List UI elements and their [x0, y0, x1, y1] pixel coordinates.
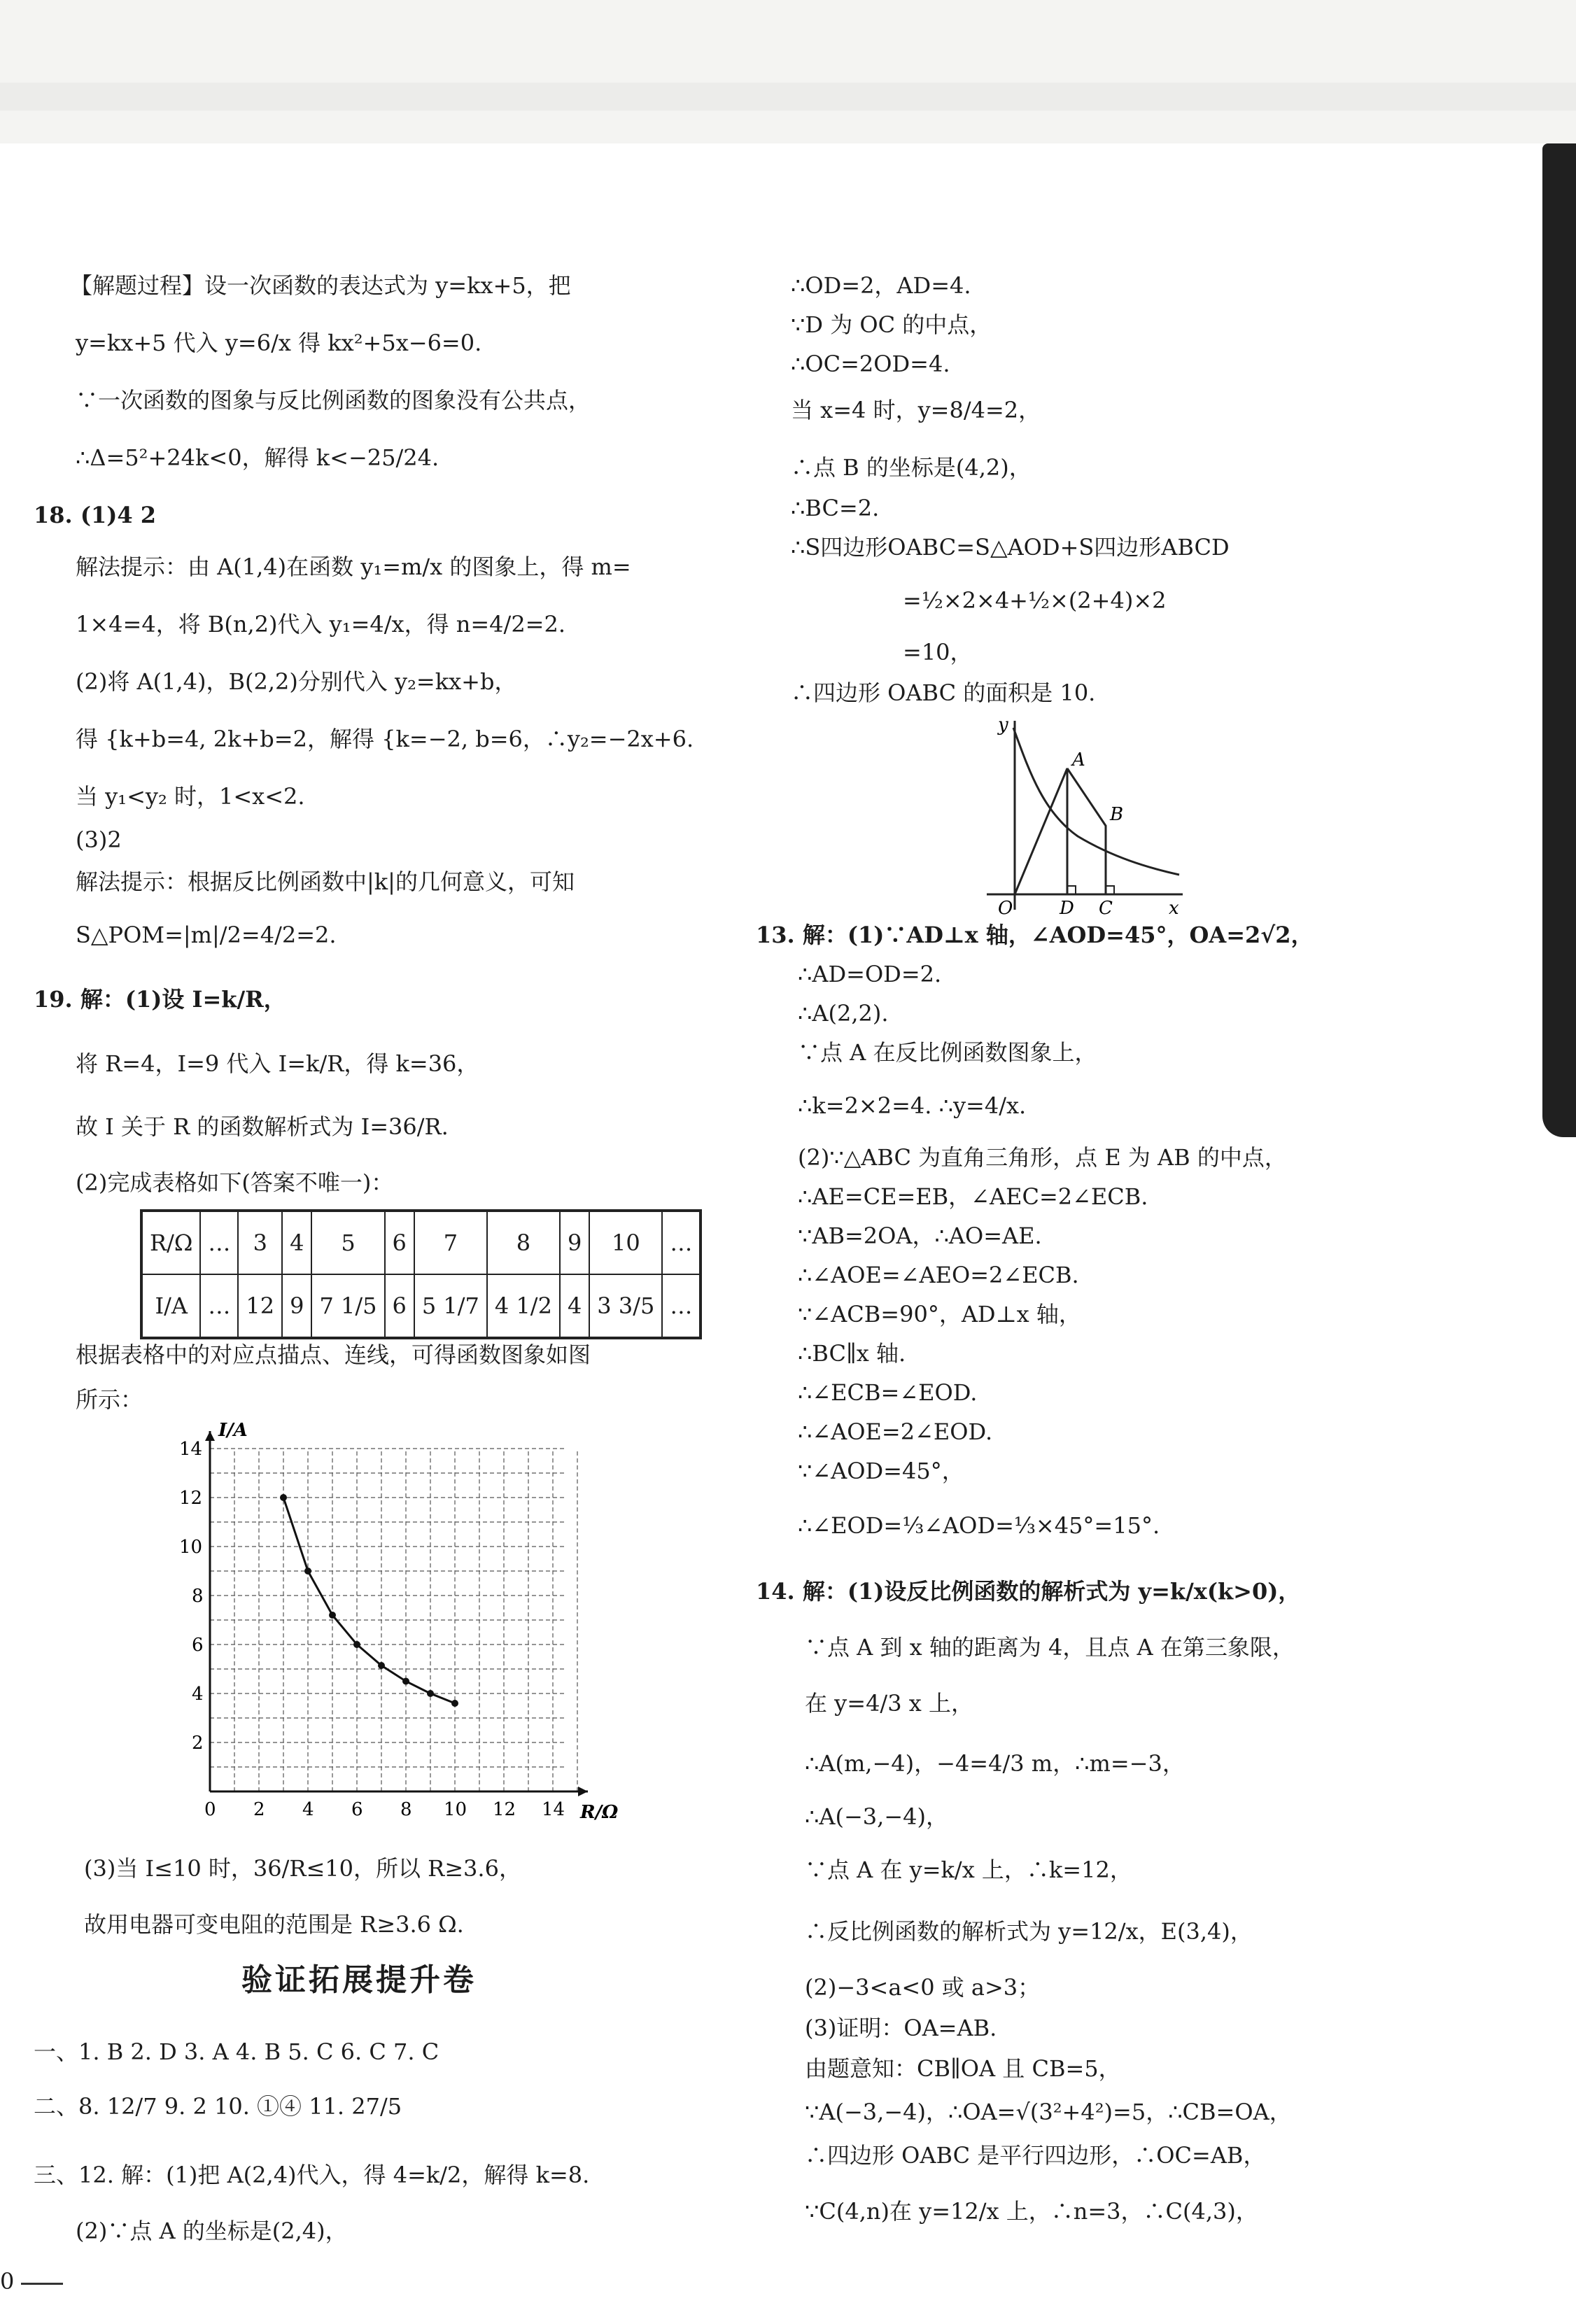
text-line: ∴AE=CE=EB，∠AEC=2∠ECB. [798, 1183, 1148, 1210]
text-line: 当 x=4 时，y=8/4=2， [791, 397, 1041, 423]
text-line: ∵AB=2OA，∴AO=AE. [798, 1223, 1042, 1249]
y-tick-label: 14 [179, 1439, 203, 1460]
answers-part-1: 一、1. B 2. D 3. A 4. B 5. C 6. C 7. C [34, 2038, 439, 2065]
table-cell: … [662, 1274, 701, 1338]
right-angle-c [1106, 886, 1114, 894]
data-point [402, 1678, 409, 1685]
table-cell: 6 [385, 1274, 414, 1338]
label-d: D [1060, 898, 1074, 919]
text-line: =10， [903, 639, 973, 665]
table-cell: 4 1/2 [487, 1274, 560, 1338]
text-line: 当 y₁<y₂ 时，1<x<2. [76, 783, 305, 810]
question-13: 13. 解：(1)∵AD⊥x 轴，∠AOD=45°，OA=2√2， [756, 922, 1314, 948]
page-number-rule [21, 2283, 63, 2285]
table-cell: 5 1/7 [414, 1274, 487, 1338]
y-tick-label: 12 [179, 1488, 203, 1509]
answers-part-3: 三、12. 解：(1)把 A(2,4)代入，得 4=k/2，解得 k=8. [34, 2162, 590, 2188]
text-line: ∴OD=2，AD=4. [791, 272, 971, 299]
text-line: 故 I 关于 R 的函数解析式为 I=36/R. [76, 1113, 449, 1140]
label-b: B [1110, 804, 1124, 825]
table-cell: … [662, 1211, 701, 1274]
section-title: 验证拓展提升卷 [241, 1962, 477, 1998]
table-header-cell: R/Ω [141, 1211, 200, 1274]
text-line: ∵点 A 在反比例函数图象上， [798, 1039, 1097, 1066]
text-line: (2)完成表格如下(答案不唯一)： [76, 1169, 394, 1196]
y-tick-label: 10 [179, 1537, 203, 1558]
text-line: ∴Δ=5²+24k<0，解得 k<−25/24. [76, 444, 439, 471]
table-row [141, 1274, 701, 1338]
text-line: 由题意知：CB∥OA 且 CB=5， [805, 2055, 1121, 2082]
page-number: 0 [0, 2268, 15, 2295]
text-line: (2)∵△ABC 为直角三角形，点 E 为 AB 的中点， [798, 1144, 1287, 1171]
y-tick-label: 6 [192, 1635, 204, 1656]
text-line: ∵点 A 到 x 轴的距离为 4，且点 A 在第三象限， [805, 1634, 1295, 1661]
text-line: 得 {k+b=4, 2k+b=2，解得 {k=−2, b=6，∴y₂=−2x+6. [76, 726, 694, 752]
x-tick-label: 14 [542, 1799, 565, 1820]
resistance-current-table [140, 1209, 702, 1339]
text-line: y=kx+5 代入 y=6/x 得 kx²+5x−6=0. [76, 330, 482, 356]
x-tick-label: 4 [302, 1799, 314, 1820]
x-tick-label: 6 [351, 1799, 363, 1820]
text-line: ∴AD=OD=2. [798, 961, 942, 987]
text-line: ∴BC∥x 轴. [798, 1340, 906, 1367]
data-curve [283, 1498, 455, 1703]
text-line: 解法提示：由 A(1,4)在函数 y₁=m/x 的图象上，得 m= [76, 554, 631, 580]
text-line: (2)∵点 A 的坐标是(2,4)， [76, 2218, 348, 2244]
top-scan-shadow [0, 83, 1576, 111]
x-tick-label: 2 [253, 1799, 265, 1820]
text-line: ∵D 为 OC 的中点， [791, 311, 992, 338]
text-line: ∴S四边形OABC=S△AOD+S四边形ABCD [791, 534, 1230, 561]
x-tick-label: 12 [493, 1799, 516, 1820]
data-point [304, 1568, 311, 1575]
x-tick-label: 8 [400, 1799, 412, 1820]
table-cell: 3 [238, 1211, 282, 1274]
text-line: 1×4=4，将 B(n,2)代入 y₁=4/x，得 n=4/2=2. [76, 611, 566, 638]
text-line: ∴∠EOD=⅓∠AOD=⅓×45°=15°. [798, 1512, 1160, 1539]
text-line: 所示： [76, 1386, 143, 1413]
x-tick-label: 0 [204, 1799, 216, 1820]
text-line: 【解题过程】设一次函数的表达式为 y=kx+5，把 [70, 272, 571, 299]
question-18: 18. (1)4 2 [34, 502, 157, 528]
text-line: ∵C(4,n)在 y=12/x 上，∴n=3，∴C(4,3)， [805, 2198, 1258, 2225]
text-line: ∴∠ECB=∠EOD. [798, 1379, 978, 1406]
y-axis-label: I/A [218, 1420, 248, 1441]
y-tick-label: 2 [192, 1733, 204, 1754]
current-resistance-graph [161, 1414, 619, 1833]
data-point [353, 1641, 360, 1648]
table-cell: … [200, 1211, 238, 1274]
text-line: ∴∠AOE=2∠EOD. [798, 1418, 993, 1445]
table-cell: 12 [238, 1274, 282, 1338]
text-line: ∵点 A 在 y=k/x 上，∴k=12， [805, 1857, 1132, 1883]
table-cell: 4 [560, 1274, 589, 1338]
text-line: (2)将 A(1,4)，B(2,2)分别代入 y₂=kx+b， [76, 668, 517, 695]
text-line: 在 y=4/3 x 上， [805, 1690, 973, 1717]
text-line: (2)−3<a<0 或 a>3； [805, 1974, 1041, 2001]
data-point [280, 1494, 287, 1501]
table-cell: 3 3/5 [589, 1274, 662, 1338]
table-cell: 6 [385, 1211, 414, 1274]
table-header-cell: I/A [141, 1274, 200, 1338]
text-line: =½×2×4+½×(2+4)×2 [903, 587, 1167, 614]
data-point [451, 1700, 458, 1707]
table-cell: 5 [311, 1211, 384, 1274]
binding-edge [1542, 143, 1576, 1137]
table-cell: … [200, 1274, 238, 1338]
text-line: ∴A(m,−4)，−4=4/3 m，∴m=−3， [805, 1750, 1185, 1777]
text-line: (3)当 I≤10 时，36/R≤10，所以 R≥3.6， [84, 1855, 521, 1882]
table-cell: 9 [560, 1211, 589, 1274]
text-line: ∴BC=2. [791, 495, 880, 521]
text-line: ∴反比例函数的解析式为 y=12/x，E(3,4)， [805, 1918, 1253, 1945]
text-line: 将 R=4，I=9 代入 I=k/R，得 k=36， [76, 1050, 479, 1077]
table-cell: 4 [282, 1211, 311, 1274]
y-tick-label: 4 [192, 1684, 204, 1705]
table-cell: 9 [282, 1274, 311, 1338]
text-line: ∴OC=2OD=4. [791, 351, 950, 377]
right-angle-d [1067, 886, 1076, 894]
label-a: A [1072, 749, 1085, 770]
text-line: ∴k=2×2=4. ∴y=4/x. [798, 1092, 1027, 1119]
data-point [378, 1662, 385, 1669]
hyperbola-curve [1013, 728, 1179, 875]
text-line: (3)2 [76, 826, 122, 853]
top-scan-band [0, 0, 1576, 143]
quad-abcd [1067, 768, 1106, 894]
text-line: 解法提示：根据反比例函数中|k|的几何意义，可知 [76, 868, 575, 895]
x-axis-arrow [578, 1787, 588, 1796]
data-point [329, 1612, 336, 1619]
label-c: C [1099, 898, 1113, 919]
table-cell: 7 [414, 1211, 487, 1274]
text-line: (3)证明：OA=AB. [805, 2015, 997, 2041]
x-tick-label: 10 [444, 1799, 467, 1820]
answers-part-2: 二、8. 12/7 9. 2 10. ①④ 11. 27/5 [34, 2093, 402, 2120]
text-line: 根据表格中的对应点描点、连线，可得函数图象如图 [76, 1341, 591, 1368]
label-o: O [998, 898, 1013, 919]
question-14: 14. 解：(1)设反比例函数的解析式为 y=k/x(k>0)， [756, 1578, 1301, 1605]
table-row [141, 1211, 701, 1274]
text-line: ∵A(−3,−4)，∴OA=√(3²+4²)=5，∴CB=OA， [805, 2099, 1292, 2125]
text-line: ∴点 B 的坐标是(4,2)， [791, 454, 1032, 481]
table-cell: 10 [589, 1211, 662, 1274]
text-line: S△POM=|m|/2=4/2=2. [76, 922, 337, 948]
label-x: x [1169, 898, 1179, 919]
x-axis-label: R/Ω [580, 1802, 619, 1823]
text-line: ∴四边形 OABC 是平行四边形，∴OC=AB， [805, 2142, 1266, 2169]
data-point [427, 1690, 434, 1697]
table-cell: 7 1/5 [311, 1274, 384, 1338]
table-cell: 8 [487, 1211, 560, 1274]
y-axis-arrow [205, 1431, 215, 1441]
text-line: 故用电器可变电阻的范围是 R≥3.6 Ω. [84, 1911, 464, 1938]
text-line: ∵一次函数的图象与反比例函数的图象没有公共点， [76, 387, 591, 414]
text-line: ∴∠AOE=∠AEO=2∠ECB. [798, 1262, 1079, 1288]
geometry-figure [973, 707, 1197, 917]
triangle-aod [1015, 768, 1067, 894]
text-line: ∴四边形 OABC 的面积是 10. [791, 679, 1096, 706]
text-line: ∴A(−3,−4)， [805, 1803, 948, 1830]
text-line: ∴A(2,2). [798, 1000, 889, 1027]
label-y: y [998, 714, 1008, 735]
text-line: ∵∠ACB=90°，AD⊥x 轴， [798, 1301, 1081, 1328]
y-tick-label: 8 [192, 1586, 204, 1607]
text-line: ∵∠AOD=45°， [798, 1458, 964, 1484]
question-19: 19. 解：(1)设 I=k/R， [34, 986, 286, 1013]
